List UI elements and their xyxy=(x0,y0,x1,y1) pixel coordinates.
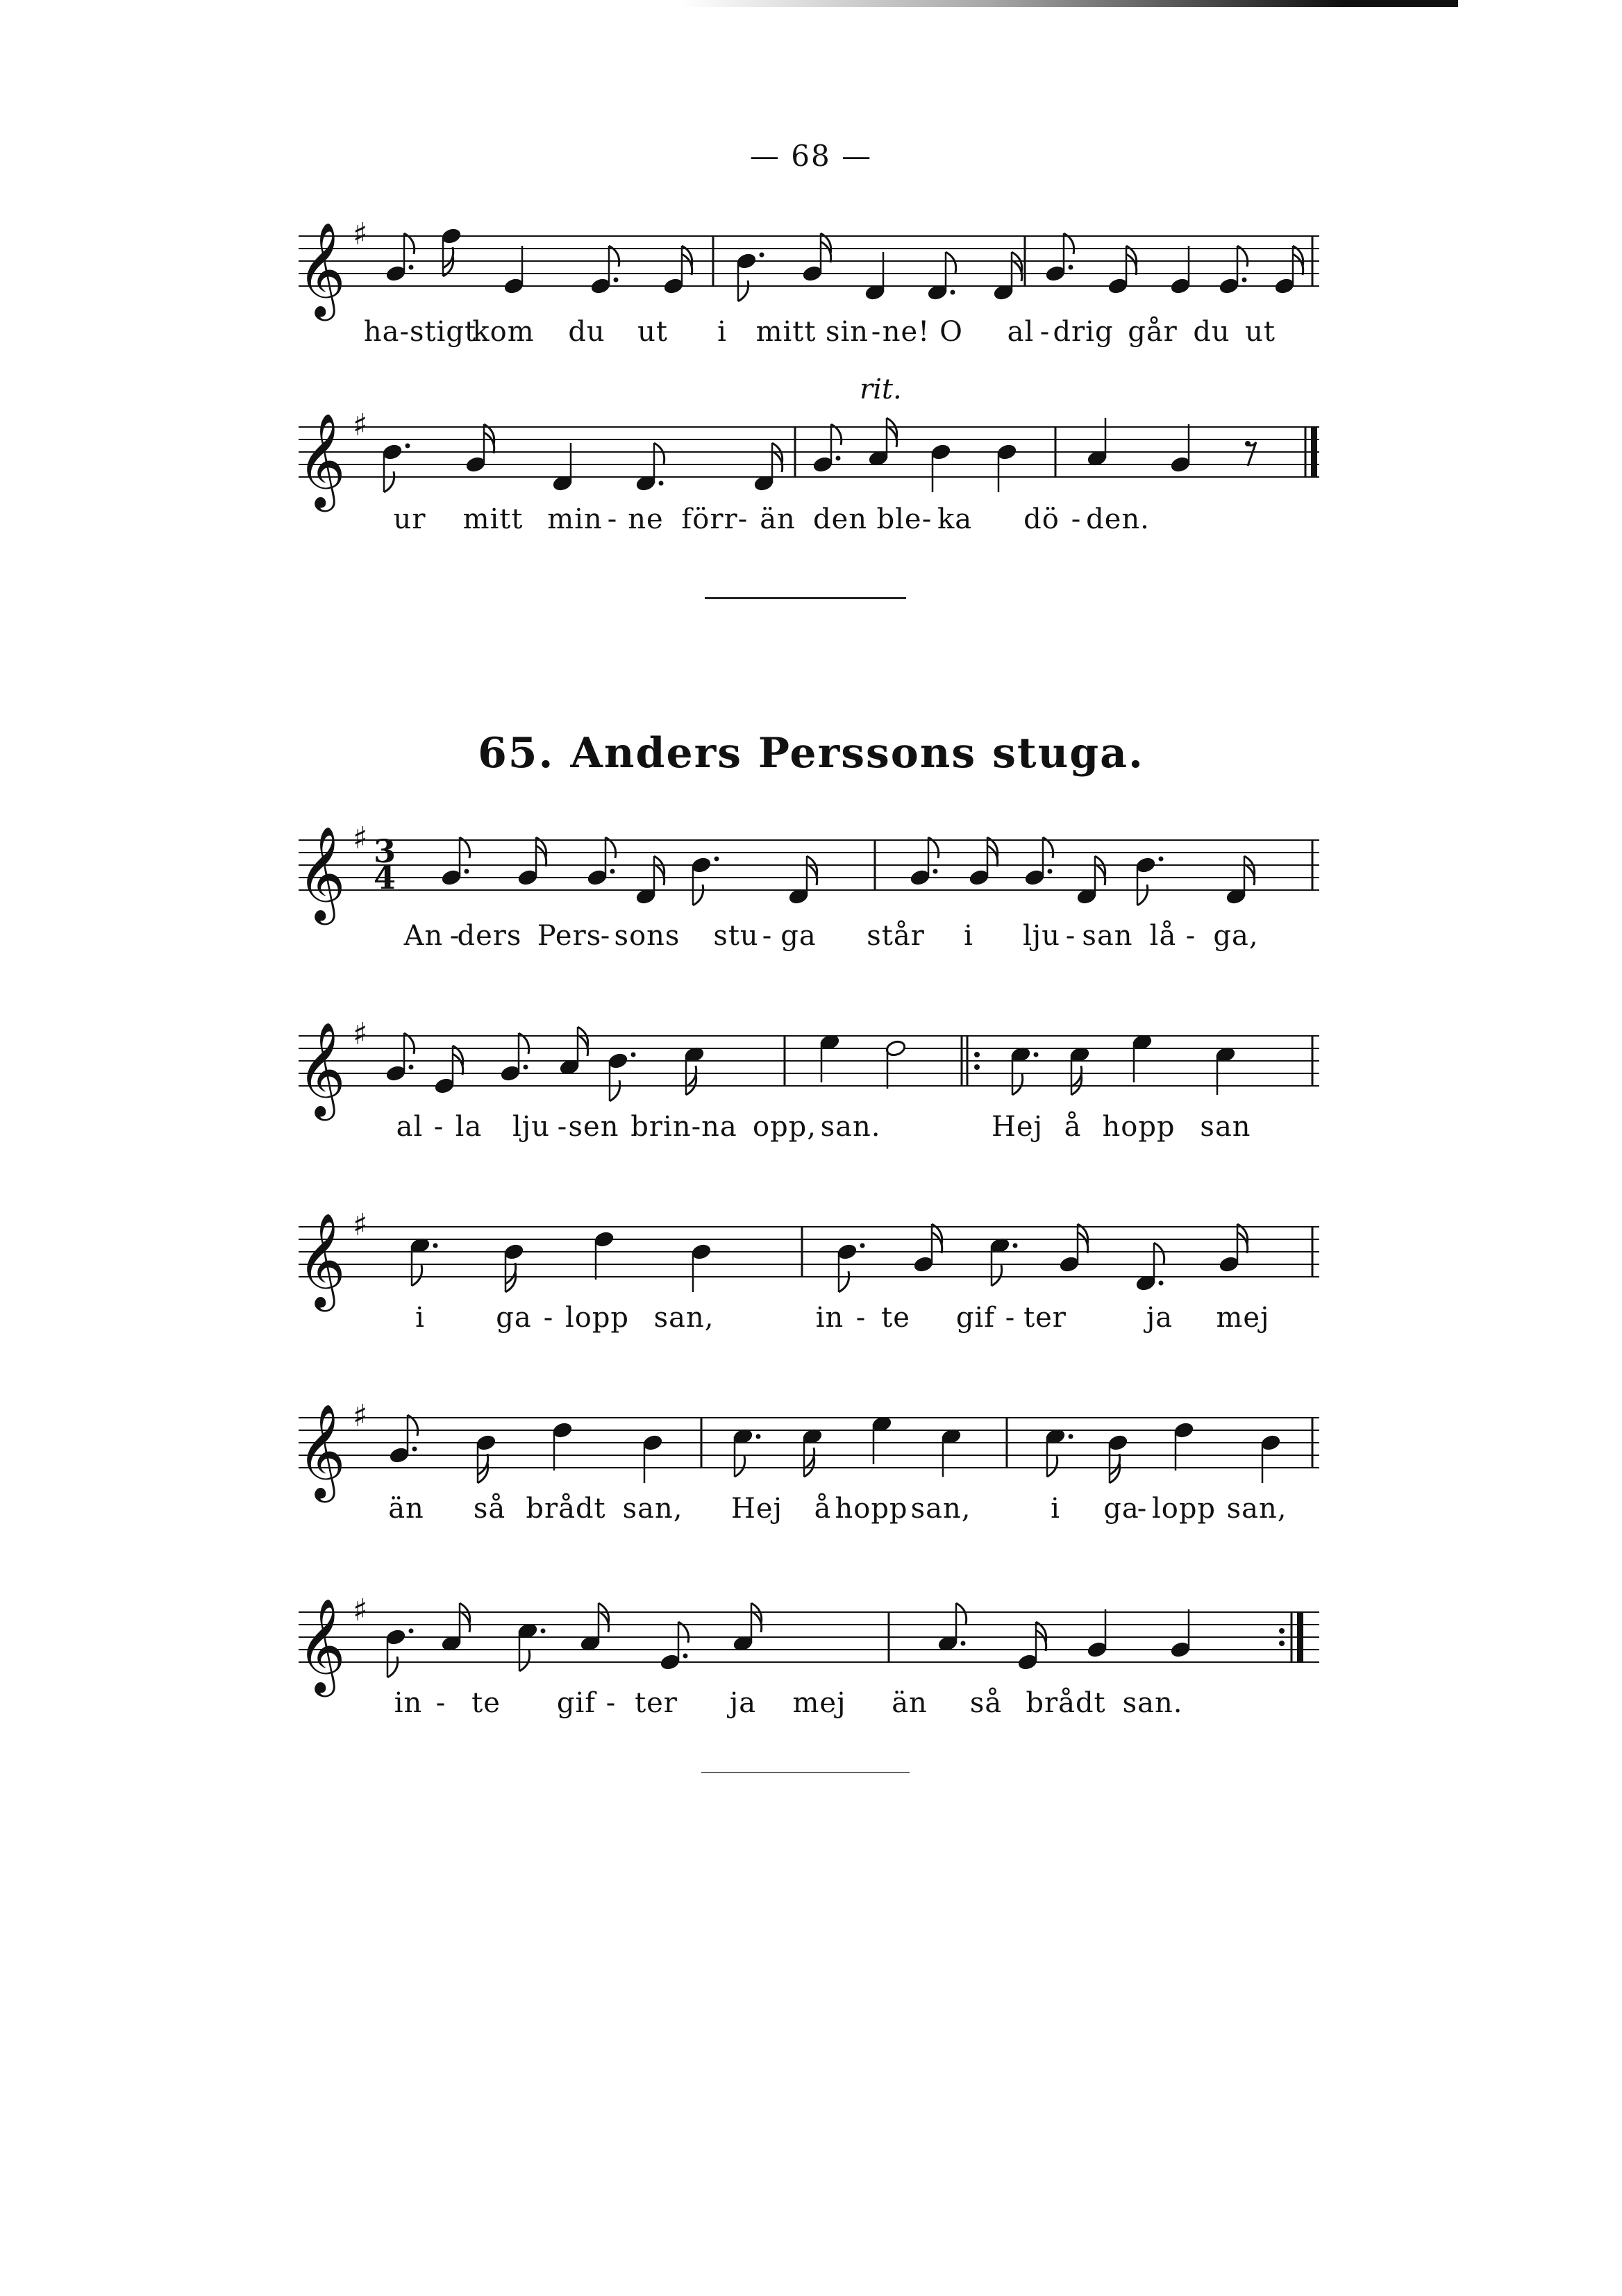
augmentation-dot xyxy=(465,869,469,874)
lyric-syllable: sin xyxy=(825,316,869,348)
note-flag xyxy=(610,1080,620,1101)
lyric-syllable: än xyxy=(388,1493,424,1525)
augmentation-dot xyxy=(406,444,410,449)
lyric-syllable: stu xyxy=(713,920,759,952)
lyric-syllable: lopp xyxy=(565,1302,630,1334)
lyric-syllable: den. xyxy=(1086,503,1150,535)
lyrics-line-4 xyxy=(285,1111,1333,1153)
final-barline xyxy=(1297,1612,1303,1662)
lyric-syllable: i xyxy=(1051,1493,1060,1525)
note-head xyxy=(1024,869,1046,887)
note-head xyxy=(691,856,712,874)
lyric-syllable: - xyxy=(605,1687,617,1719)
lyric-syllable: lju xyxy=(1023,920,1060,952)
note-head xyxy=(503,277,525,295)
treble-clef-icon: 𝄞 xyxy=(297,412,346,508)
lyric-syllable: te xyxy=(881,1302,910,1334)
note-head xyxy=(1087,1641,1108,1659)
augmentation-dot xyxy=(1159,1281,1164,1286)
note-head xyxy=(1219,277,1240,295)
note-head xyxy=(1135,856,1157,874)
note-head xyxy=(1170,277,1192,295)
note-head xyxy=(1260,1434,1282,1452)
note-flag xyxy=(519,1650,530,1671)
lyric-syllable: ut xyxy=(637,316,668,348)
lyric-syllable: å xyxy=(814,1493,832,1525)
lyric-syllable: in xyxy=(394,1687,423,1719)
note-head xyxy=(1170,455,1192,474)
augmentation-dot xyxy=(860,1243,865,1248)
time-signature-top: 3 xyxy=(374,832,396,870)
note-head xyxy=(587,869,608,887)
lyric-syllable: - xyxy=(855,1302,867,1334)
lyric-syllable: ga xyxy=(780,920,817,952)
lyric-syllable: så xyxy=(969,1687,1003,1719)
lyric-syllable: - xyxy=(449,920,460,952)
lyric-syllable: ka xyxy=(937,503,973,535)
lyric-syllable: - xyxy=(557,1111,568,1143)
note-flag xyxy=(946,252,956,273)
lyric-syllable: lå xyxy=(1149,920,1177,952)
lyrics-line-6 xyxy=(285,1493,1333,1534)
lyric-syllable: - xyxy=(1137,1493,1148,1525)
lyric-syllable: i xyxy=(964,920,973,952)
lyric-syllable: ter xyxy=(1023,1302,1067,1334)
lyrics-line-1 xyxy=(285,316,1333,358)
lyric-syllable: san, xyxy=(1226,1493,1287,1525)
lyric-syllable: mitt xyxy=(462,503,524,535)
lyric-syllable: - xyxy=(607,503,618,535)
treble-clef-icon: 𝄞 xyxy=(297,825,346,921)
note-flag xyxy=(1137,885,1148,905)
note-head xyxy=(1107,277,1129,295)
augmentation-dot xyxy=(524,1065,528,1070)
augmentation-dot xyxy=(1069,265,1073,270)
lyric-syllable: san. xyxy=(1122,1687,1183,1719)
lyric-syllable: Hej xyxy=(992,1111,1043,1143)
note-flag xyxy=(387,1657,398,1677)
repeat-dot xyxy=(1279,1628,1285,1634)
lyric-syllable: ur xyxy=(393,503,426,535)
augmentation-dot xyxy=(683,1654,688,1659)
lyric-syllable: ne xyxy=(628,503,664,535)
lyric-syllable: ter xyxy=(635,1687,678,1719)
lyric-syllable: al xyxy=(1007,316,1035,348)
augmentation-dot xyxy=(1242,278,1247,283)
lyric-syllable: san. xyxy=(820,1111,881,1143)
note-head xyxy=(913,1255,935,1273)
lyric-syllable: du xyxy=(568,316,605,348)
lyric-syllable: brådt xyxy=(526,1493,606,1525)
lyric-syllable: den xyxy=(812,503,868,535)
lyric-syllable: gif xyxy=(556,1687,596,1719)
note-flag xyxy=(384,471,394,492)
note-head xyxy=(660,1653,681,1671)
augmentation-dot xyxy=(659,481,664,486)
lyric-syllable: - xyxy=(1071,503,1082,535)
lyric-syllable: Hej xyxy=(731,1493,783,1525)
augmentation-dot xyxy=(409,1065,414,1070)
note-head xyxy=(663,277,685,295)
augmentation-dot xyxy=(412,1447,417,1452)
note-flag xyxy=(1012,1074,1023,1095)
note-head xyxy=(736,252,758,270)
note-head xyxy=(1173,1421,1195,1439)
lyric-syllable: å xyxy=(1064,1111,1082,1143)
note-head xyxy=(517,869,539,887)
note-head xyxy=(382,443,403,461)
note-flag xyxy=(1047,1456,1057,1477)
lyric-syllable: ga, xyxy=(1213,920,1259,952)
key-signature-sharp-icon: ♯ xyxy=(353,1398,368,1434)
note-head xyxy=(837,1243,858,1261)
lyric-syllable: du xyxy=(1193,316,1230,348)
augmentation-dot xyxy=(1034,1053,1039,1057)
augmentation-dot xyxy=(614,278,619,283)
lyric-syllable: O xyxy=(939,316,963,348)
final-barline xyxy=(1311,427,1317,477)
lyric-syllable: - xyxy=(600,920,611,952)
note-head xyxy=(385,1064,407,1082)
repeat-dot xyxy=(1279,1641,1285,1646)
lyric-syllable: brådt xyxy=(1026,1687,1106,1719)
lyric-syllable: lopp xyxy=(1151,1493,1216,1525)
lyric-syllable: - xyxy=(762,920,773,952)
key-signature-sharp-icon: ♯ xyxy=(353,408,368,443)
section-divider xyxy=(701,1772,910,1773)
note-head xyxy=(1170,1641,1192,1659)
lyric-syllable: än xyxy=(892,1687,928,1719)
lyric-syllable: - xyxy=(433,1111,444,1143)
lyric-syllable: - xyxy=(543,1302,554,1334)
augmentation-dot xyxy=(610,869,615,874)
note-head xyxy=(385,1628,407,1646)
augmentation-dot xyxy=(1013,1243,1018,1248)
lyric-syllable: förr xyxy=(681,503,738,535)
note-head xyxy=(1107,1434,1129,1452)
note-head xyxy=(969,869,990,887)
note-head xyxy=(996,443,1018,461)
augmentation-dot xyxy=(714,857,719,862)
lyric-syllable: - xyxy=(1065,920,1076,952)
note-flag xyxy=(992,1265,1002,1286)
note-head xyxy=(476,1434,497,1452)
lyric-syllable: i xyxy=(415,1302,425,1334)
repeat-dot xyxy=(974,1064,980,1070)
lyrics-line-3 xyxy=(285,920,1333,962)
lyric-syllable: gif xyxy=(955,1302,996,1334)
lyric-syllable: al xyxy=(396,1111,424,1143)
lyric-syllable: in xyxy=(815,1302,844,1334)
note-head xyxy=(434,1077,455,1095)
lyric-syllable: mej xyxy=(1216,1302,1270,1334)
lyric-syllable: sons xyxy=(614,920,680,952)
lyric-syllable: ut xyxy=(1245,316,1276,348)
lyric-syllable: ha-stigt xyxy=(363,316,477,348)
lyric-syllable: san, xyxy=(653,1302,714,1334)
lyrics-line-2 xyxy=(285,503,1333,545)
note-head xyxy=(385,265,407,283)
section-divider xyxy=(705,597,906,599)
lyric-syllable: ders xyxy=(457,920,522,952)
note-head xyxy=(500,1064,521,1082)
augmentation-dot xyxy=(760,253,764,258)
augmentation-dot xyxy=(433,1243,438,1248)
augmentation-dot xyxy=(409,265,414,270)
lyrics-line-7 xyxy=(285,1687,1333,1729)
tempo-marking: rit. xyxy=(860,374,902,405)
lyric-syllable: min xyxy=(547,503,603,535)
note-head xyxy=(642,1434,664,1452)
lyric-syllable: så xyxy=(473,1493,506,1525)
note-flag xyxy=(738,280,749,301)
treble-clef-icon: 𝄞 xyxy=(297,1212,346,1307)
note-head xyxy=(930,443,952,461)
note-flag xyxy=(1154,1243,1164,1264)
note-head xyxy=(1045,265,1067,283)
augmentation-dot xyxy=(1048,869,1053,874)
note-flag xyxy=(654,443,664,464)
lyric-syllable: hopp xyxy=(1102,1111,1176,1143)
lyric-syllable: kom xyxy=(472,316,535,348)
treble-clef-icon: 𝄞 xyxy=(297,221,346,317)
lyric-syllable: - xyxy=(871,316,882,348)
note-head xyxy=(441,227,462,245)
song-title xyxy=(0,729,1622,778)
lyric-syllable: - xyxy=(435,1687,446,1719)
lyric-syllable: ga xyxy=(1103,1493,1139,1525)
lyric-syllable: i xyxy=(717,316,727,348)
lyric-syllable: te xyxy=(471,1687,501,1719)
note-head xyxy=(441,869,462,887)
lyric-syllable: san xyxy=(1200,1111,1251,1143)
lyric-syllable: står xyxy=(867,920,925,952)
lyric-syllable: ga xyxy=(496,1302,532,1334)
augmentation-dot xyxy=(933,869,938,874)
eighth-rest xyxy=(1245,441,1251,446)
augmentation-dot xyxy=(541,1629,546,1634)
augmentation-dot xyxy=(951,290,955,295)
lyric-syllable: går xyxy=(1128,316,1178,348)
lyric-syllable: An xyxy=(403,920,444,952)
lyric-syllable: Pers xyxy=(537,920,602,952)
lyric-syllable: ja xyxy=(729,1687,757,1719)
note-head xyxy=(590,277,612,295)
lyric-syllable: - xyxy=(921,503,933,535)
lyric-syllable: hopp xyxy=(835,1493,908,1525)
lyric-syllable: - xyxy=(1185,920,1196,952)
augmentation-dot xyxy=(1159,857,1164,862)
key-signature-sharp-icon: ♯ xyxy=(353,1016,368,1052)
lyric-syllable: - xyxy=(1005,1302,1016,1334)
lyric-syllable: dö xyxy=(1023,503,1060,535)
note-flag xyxy=(693,885,703,905)
scan-edge-artifact xyxy=(680,0,1458,7)
note-flag xyxy=(956,1603,967,1624)
note-head xyxy=(885,1039,907,1057)
note-head xyxy=(691,1243,712,1261)
treble-clef-icon: 𝄞 xyxy=(297,1597,346,1693)
note-head xyxy=(1219,1255,1240,1273)
note-head xyxy=(389,1446,410,1464)
lyric-syllable: ne! xyxy=(882,316,930,348)
song-number: 65. xyxy=(478,729,555,778)
augmentation-dot xyxy=(756,1434,761,1439)
lyric-syllable: än xyxy=(760,503,796,535)
lyric-syllable: mej xyxy=(792,1687,846,1719)
lyric-syllable: mitt xyxy=(755,316,817,348)
lyric-syllable: san, xyxy=(910,1493,971,1525)
lyric-syllable: san, xyxy=(622,1493,683,1525)
note-head xyxy=(910,869,931,887)
note-head xyxy=(465,455,487,474)
lyric-syllable: - xyxy=(737,503,749,535)
lyric-syllable: sen xyxy=(568,1111,619,1143)
note-head xyxy=(1017,1653,1039,1671)
augmentation-dot xyxy=(631,1053,636,1057)
treble-clef-icon: 𝄞 xyxy=(297,1021,346,1116)
lyric-syllable: ja xyxy=(1146,1302,1173,1334)
note-head xyxy=(802,265,823,283)
treble-clef-icon: 𝄞 xyxy=(297,1402,346,1498)
note-head xyxy=(503,1243,525,1261)
song-name: Anders Perssons stuga. xyxy=(570,729,1144,778)
augmentation-dot xyxy=(961,1641,966,1646)
note-flag xyxy=(412,1265,422,1286)
time-signature-bottom: 4 xyxy=(374,859,396,896)
note-head xyxy=(594,1230,615,1248)
lyric-syllable: lju xyxy=(512,1111,550,1143)
augmentation-dot xyxy=(1069,1434,1073,1439)
note-head xyxy=(608,1052,629,1070)
repeat-dot xyxy=(974,1052,980,1057)
lyric-syllable: san xyxy=(1082,920,1133,952)
key-signature-sharp-icon: ♯ xyxy=(353,217,368,252)
lyric-syllable: brin-na xyxy=(630,1111,737,1143)
note-head xyxy=(552,1421,574,1439)
lyric-syllable: drig xyxy=(1053,316,1114,348)
lyric-syllable: opp, xyxy=(752,1111,817,1143)
note-flag xyxy=(735,1456,745,1477)
key-signature-sharp-icon: ♯ xyxy=(353,821,368,856)
lyric-syllable: ble xyxy=(876,503,922,535)
key-signature-sharp-icon: ♯ xyxy=(353,1593,368,1628)
augmentation-dot xyxy=(836,456,841,461)
note-head xyxy=(1059,1255,1080,1273)
key-signature-sharp-icon: ♯ xyxy=(353,1207,368,1243)
lyric-syllable: - xyxy=(1039,316,1051,348)
augmentation-dot xyxy=(409,1629,414,1634)
lyrics-line-5 xyxy=(285,1302,1333,1343)
lyric-syllable: la xyxy=(455,1111,483,1143)
page-number: — 68 — xyxy=(749,139,873,173)
note-head xyxy=(1274,277,1296,295)
note-flag xyxy=(839,1271,849,1292)
note-head xyxy=(812,455,834,474)
